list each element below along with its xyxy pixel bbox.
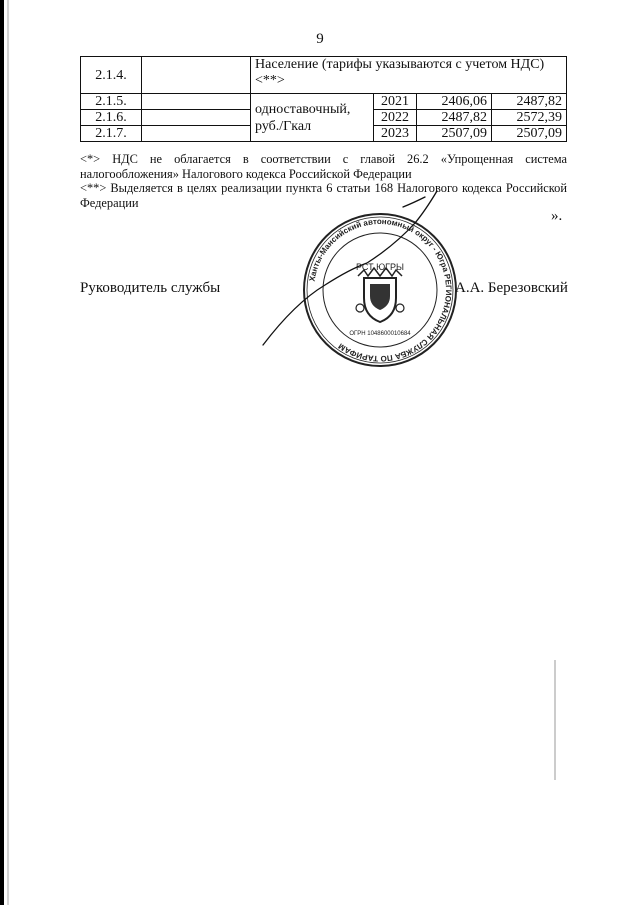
value-cell: 2406,06	[417, 94, 492, 110]
year-cell: 2023	[374, 126, 417, 142]
signatory-position: Руководитель службы	[80, 280, 221, 296]
value-cell: 2487,82	[417, 110, 492, 126]
value-cell: 2507,09	[492, 126, 567, 142]
year-cell: 2022	[374, 110, 417, 126]
row-number: 2.1.7.	[81, 126, 142, 142]
seal-ogrn: ОГРН 1048600010684	[349, 331, 411, 337]
row-number: 2.1.6.	[81, 110, 142, 126]
unit-label: одноставочный, руб./Гкал	[251, 94, 374, 142]
value-cell: 2507,09	[417, 126, 492, 142]
footnote-tax-code: <**> Выделяется в целях реализации пункта 6 статьи 168 Налогового кодекса Российской Федерации	[80, 181, 567, 210]
value-cell: 2487,82	[492, 94, 567, 110]
value-cell: 2572,39	[492, 110, 567, 126]
group-label: Население (тарифы указываются с учетом НДС) <**>	[251, 57, 567, 94]
closing-quote: ».	[551, 208, 563, 224]
seal-inner-text: РСТ ЮГРЫ	[355, 262, 405, 272]
row-number: 2.1.4.	[81, 57, 142, 94]
page-number: 9	[316, 31, 324, 47]
footnote-vat: <*> НДС не облагается в соответствии с главой 26.2 «Упрощенная система налогообложения» Налогового кодекса Российской Федерации	[80, 152, 567, 181]
row-number: 2.1.5.	[81, 94, 142, 110]
seal-outer-text: Ханты-Мансийский автономный округ - Югра РЕГИОНАЛЬНАЯ СЛУЖБА ПО ТАРИФАМ	[307, 216, 454, 364]
year-cell: 2021	[374, 94, 417, 110]
signatory-name: А.А. Березовский	[455, 280, 568, 296]
